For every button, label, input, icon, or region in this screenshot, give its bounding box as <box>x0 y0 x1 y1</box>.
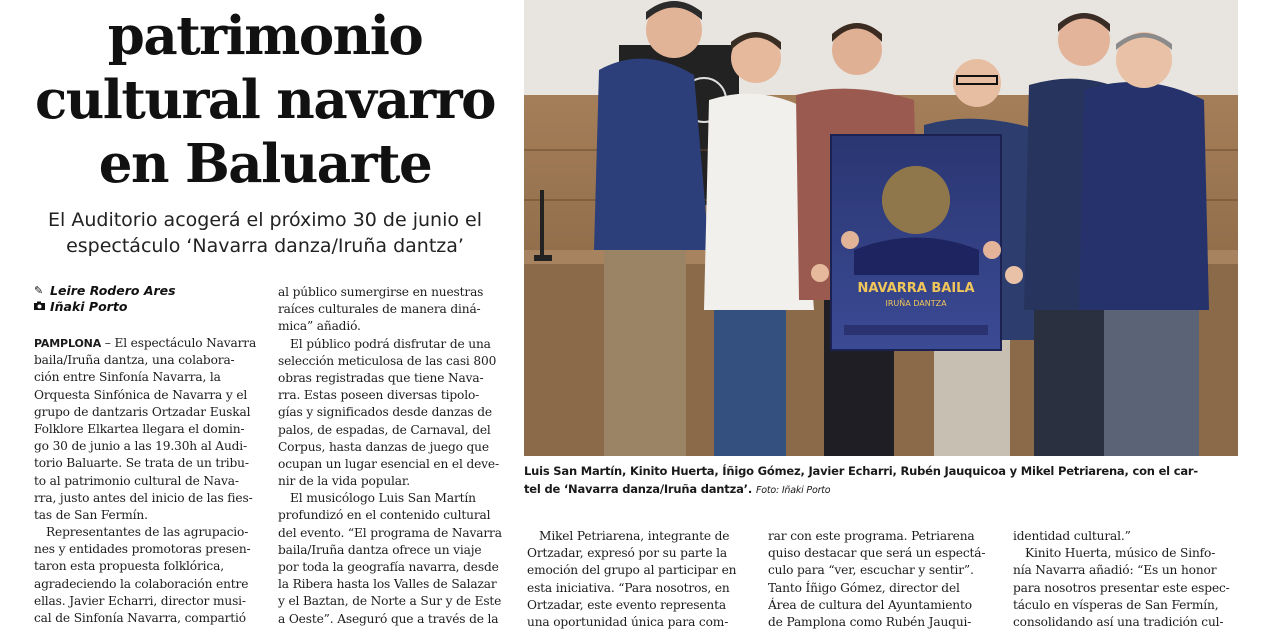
text-line: Kinito Huerta, músico de Sinfo- <box>1025 546 1216 561</box>
text-line: Ortzadar, expresó por su parte la <box>527 546 728 561</box>
article-column-2 <box>278 284 506 628</box>
text-line: taron esta propuesta folklórica, <box>34 559 224 574</box>
text-line: El público podrá disfrutar de una <box>290 336 491 351</box>
text-line: identidad cultural.” <box>1013 529 1131 543</box>
text-line: profundizó en el contenido cultural <box>278 508 491 523</box>
text-line: para nosotros presentar este espec- <box>1013 580 1230 595</box>
byline <box>34 283 274 315</box>
author-name: Leire Rodero Ares <box>50 283 176 298</box>
text-line: tas de San Fermín. <box>34 507 148 522</box>
text-line: PAMPLONA – El espectáculo Navarra <box>34 336 257 350</box>
text-line: to al patrimonio cultural de Nava- <box>34 473 239 488</box>
text-line: raíces culturales de manera diná- <box>278 302 481 317</box>
caption-line: tel de ‘Navarra danza/Iruña dantza’. Foto: Iñaki Porto <box>524 482 831 496</box>
text-line: consolidando así una tradición cul- <box>1013 614 1224 629</box>
text-line: ellas. Javier Echarri, director musi- <box>34 593 246 608</box>
subheadline-line: El Auditorio acogerá el próximo 30 de junio el <box>48 209 482 231</box>
text-line: táculo en vísperas de San Fermín, <box>1013 597 1219 612</box>
text-line: Tanto Íñigo Gómez, director del <box>768 580 960 595</box>
text-line: rra, justo antes del inicio de las fies- <box>34 490 253 505</box>
text-line: una oportunidad única para com- <box>527 614 729 629</box>
text-line: mica” añadió. <box>278 319 361 334</box>
text-line: a Oeste”. Aseguró que a través de la <box>278 611 499 626</box>
text-line: de Pamplona como Rubén Jauqui- <box>768 614 972 629</box>
text-line: nía Navarra añadió: “Es un honor <box>1013 563 1217 578</box>
text-line: El musicólogo Luis San Martín <box>290 491 476 506</box>
photographer-row <box>34 299 274 315</box>
headline <box>30 4 500 196</box>
photographer-name: Iñaki Porto <box>50 299 128 314</box>
text-line: ocupan un lugar esencial en el deve- <box>278 456 499 471</box>
text-line: Mikel Petriarena, integrante de <box>539 529 730 543</box>
article-column-3 <box>527 528 751 631</box>
text-line: del evento. “El programa de Navarra <box>278 525 502 540</box>
location-tag: PAMPLONA <box>34 337 102 350</box>
photo-credit: Foto: Iñaki Porto <box>755 485 831 496</box>
poster-subtitle: IRUÑA DANTZA <box>885 299 947 308</box>
text-line: baila/Iruña dantza ofrece un viaje <box>278 542 482 557</box>
author-row <box>34 283 274 299</box>
subheadline-line: espectáculo ‘Navarra danza/Iruña dantza’ <box>66 235 464 257</box>
text-line: palos, de espadas, de Carnaval, del <box>278 422 491 437</box>
photo-illustration <box>524 0 1238 456</box>
text-line: quiso destacar que será un espectá- <box>768 546 986 561</box>
article-column-1 <box>34 335 266 627</box>
headline-line: en Baluarte <box>98 133 432 195</box>
text-line: Corpus, hasta danzas de juego que <box>278 439 489 454</box>
photo-caption <box>524 462 1238 500</box>
text-line: por toda la geografía navarra, desde <box>278 560 499 574</box>
text-line: gías y significados desde danzas de <box>278 405 492 420</box>
text-line: Orquesta Sinfónica de Navarra y el <box>34 387 248 402</box>
text-line: rar con este programa. Petriarena <box>768 529 975 543</box>
text-line: Representantes de las agrupacio- <box>46 525 249 540</box>
article-column-4 <box>768 528 998 631</box>
text-line: ción entre Sinfonía Navarra, la <box>34 370 221 385</box>
headline-line: patrimonio <box>107 5 423 67</box>
text-line: emoción del grupo al participar en <box>527 563 737 578</box>
poster-title: NAVARRA BAILA <box>857 281 975 296</box>
text-line: esta iniciativa. “Para nosotros, en <box>527 580 730 595</box>
text-line: al público sumergirse en nuestras <box>278 285 484 299</box>
text-line: agradeciendo la colaboración entre <box>34 576 249 591</box>
pencil-icon: ✎ <box>34 284 44 297</box>
camera-icon <box>34 299 46 315</box>
text-line: rra. Estas poseen diversas tipolo- <box>278 388 480 403</box>
text-line: grupo de dantzaris Ortzadar Euskal <box>34 404 251 419</box>
text-line: cal de Sinfonía Navarra, compartió <box>34 611 246 625</box>
text-line: Ortzadar, este evento representa <box>527 597 726 612</box>
text-line: selección meticulosa de las casi 800 <box>278 353 497 368</box>
text-line: nes y entidades promotoras presen- <box>34 542 251 557</box>
text-line: Folklore Elkartea llegara el domin- <box>34 421 245 436</box>
article-column-5 <box>1013 528 1243 631</box>
text-line: baila/Iruña dantza, una colabora- <box>34 353 235 368</box>
subheadline <box>40 207 490 259</box>
text-line: nir de la vida popular. <box>278 474 410 489</box>
news-photo <box>524 0 1238 456</box>
headline-line: cultural navarro <box>34 69 495 131</box>
text-line: y el Baztan, de Norte a Sur y de Este <box>278 594 502 609</box>
text-line: obras registradas que tiene Nava- <box>278 370 484 385</box>
text-line: Área de cultura del Ayuntamiento <box>768 597 972 612</box>
text-line: la Ribera hasta los Valles de Salazar <box>278 577 497 592</box>
text-line: go 30 de junio a las 19.30h al Audi- <box>34 439 248 454</box>
caption-line: Luis San Martín, Kinito Huerta, Íñigo Gómez, Javier Echarri, Rubén Jauquicoa y Mikel Petriarena, con el car- <box>524 464 1198 478</box>
text-line: culo para “ver, escuchar y sentir”. <box>768 563 974 578</box>
text-line: torio Baluarte. Se trata de un tribu- <box>34 456 249 471</box>
